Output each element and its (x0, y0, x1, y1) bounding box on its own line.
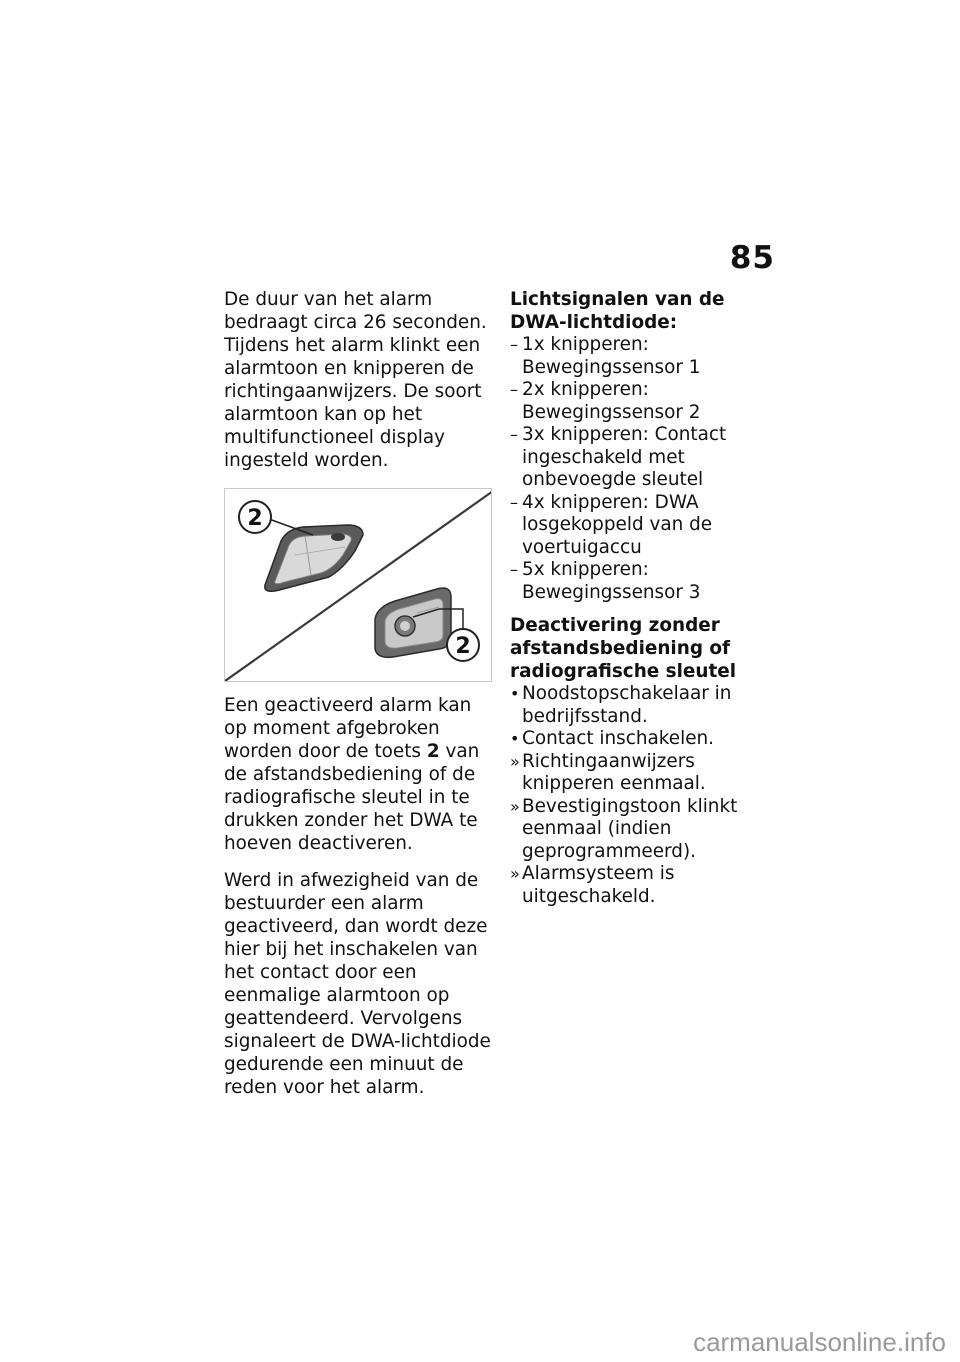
cancel-alarm-paragraph (224, 694, 492, 855)
result-marker: » (510, 751, 520, 771)
list-item: – 2x knipperen: Bewegingssensor 2 (510, 379, 701, 423)
key-bottom (375, 588, 451, 657)
callout-label-top: 2 (247, 506, 263, 531)
dash-marker: – (510, 492, 518, 512)
list-item: » Alarmsysteem is uitgeschakeld. (510, 863, 675, 907)
key-number: 2 (426, 741, 440, 762)
result-marker: » (510, 796, 520, 816)
callout-label-bottom: 2 (455, 634, 471, 659)
remote-key-figure (224, 488, 492, 682)
alarm-duration-paragraph: De duur van het alarm bedraagt circa 26 seconden. Tijdens het alarm klinkt een alarmtoon en knipperen de richtingaanwijzers. De soort alarmtoon kan op het multifunctioneel display ingesteld worden. (224, 289, 487, 471)
dash-marker: – (510, 335, 518, 354)
key-fob-top (265, 525, 363, 591)
deactivation-steps-list (510, 683, 782, 908)
list-item: » Bevestigingstoon klinkt eenmaal (indien geprogrammeerd). (510, 795, 738, 862)
result-marker: » (510, 864, 520, 883)
list-item: – 5x knipperen: Bewegingssensor 3 (510, 559, 701, 603)
dash-marker: – (510, 560, 518, 579)
cancel-alarm-text-before: Een geactiveerd alarm kan op moment afgebroken worden door de toets (224, 695, 472, 762)
list-item: – 1x knipperen: Bewegingssensor 1 (510, 334, 701, 378)
left-column (224, 288, 492, 1099)
list-item: – 3x knipperen: Contact ingeschakeld met onbevoegde sleutel (510, 424, 727, 490)
alarm-notification-paragraph: Werd in afwezigheid van de bestuurder een alarm geactiveerd, dan wordt deze hier bij het inschakelen van het contact door een eenmalige alarmtoon op geattendeerd. Vervolgens signaleert de DWA-lichtdiode gedurende een minuut de reden voor het alarm. (224, 870, 491, 1098)
list-item: • Contact inschakelen. (510, 728, 715, 749)
led-signals-list (510, 334, 782, 604)
watermark: carmanualsonline.info (693, 1327, 946, 1357)
deactivation-heading: Deactivering zonder afstandsbediening of radiografische sleutel (510, 615, 737, 682)
right-column (510, 288, 782, 908)
dash-marker: – (510, 425, 518, 444)
page-number: 85 (729, 240, 775, 276)
list-item: – 4x knipperen: DWA losgekoppeld van de voertuigaccu (510, 491, 713, 558)
bullet-marker: • (510, 729, 520, 748)
list-item: » Richtingaanwijzers knipperen eenmaal. (510, 750, 706, 794)
bullet-marker: • (510, 684, 520, 703)
dash-marker: – (510, 380, 518, 399)
remote-key-illustration (225, 489, 492, 682)
led-signals-heading: Lichtsignalen van de DWA-lichtdiode: (510, 289, 725, 333)
list-item: • Noodstopschakelaar in bedrijfsstand. (510, 683, 732, 727)
cancel-alarm-text-after: van de afstandsbediening of de radiografische sleutel in te drukken zonder het DWA te hoeven deactiveren. (224, 741, 480, 854)
